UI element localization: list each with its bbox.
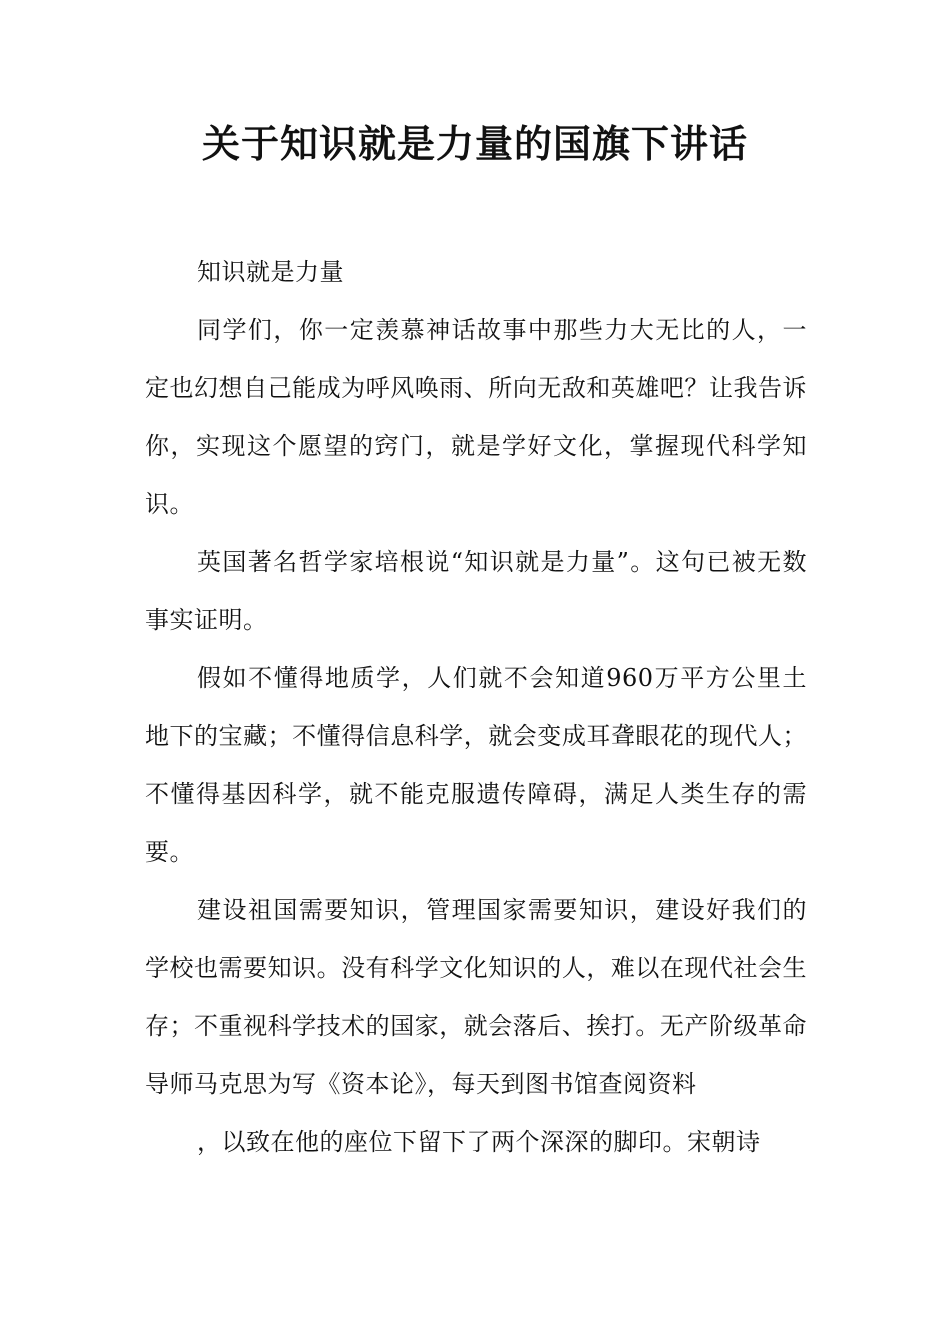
paragraph: 英国著名哲学家培根说“知识就是力量”。这句已被无数事实证明。 bbox=[145, 548, 807, 634]
paragraph: 假如不懂得地质学，人们就不会知道960万平方公里土地下的宝藏；不懂得信息科学，就会变成耳聋眼花的现代人；不懂得基因科学，就不能克服遗传障碍，满足人类生存的需要。 bbox=[145, 664, 807, 866]
paragraph: ，以致在他的座位下留下了两个深深的脚印。宋朝诗 bbox=[197, 1128, 761, 1156]
paragraph: 建设祖国需要知识，管理国家需要知识，建设好我们的学校也需要知识。没有科学文化知识的人，难以在现代社会生存；不重视科学技术的国家，就会落后、挨打。无产阶级革命导师马克思为写《资本论》，每天到图书馆查阅资料 bbox=[145, 896, 807, 1098]
document-title: 关于知识就是力量的国旗下讲话 bbox=[201, 121, 748, 166]
paragraph-subtitle: 知识就是力量 bbox=[197, 258, 344, 286]
paragraph: 同学们，你一定羡慕神话故事中那些力大无比的人，一定也幻想自己能成为呼风唤雨、所向无敌和英雄吧？让我告诉你，实现这个愿望的窍门，就是学好文化，掌握现代科学知识。 bbox=[145, 316, 807, 518]
document-body bbox=[145, 243, 807, 1171]
